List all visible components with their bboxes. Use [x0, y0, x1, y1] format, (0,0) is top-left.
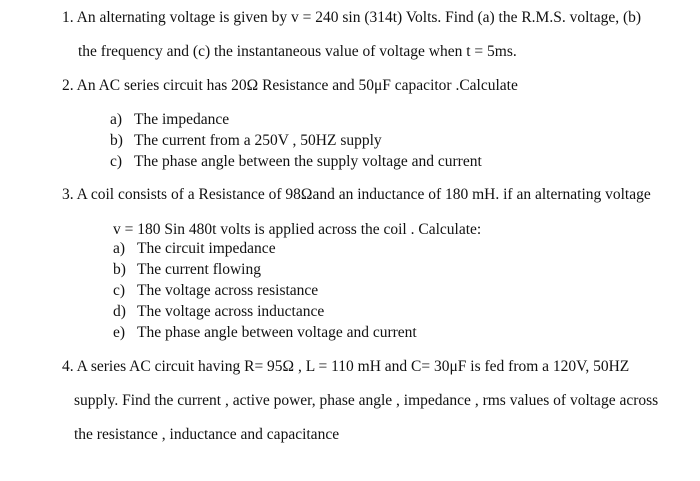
question-2-line-1: 2. An AC series circuit has 20Ω Resistance and 50μF capacitor .Calculate [62, 77, 518, 94]
item-text: The impedance [134, 111, 230, 128]
item-label: c) [113, 282, 126, 299]
question-2-item-a [110, 110, 229, 130]
question-3-item-d [113, 302, 324, 322]
question-4-line-3: the resistance , inductance and capacitance [74, 426, 340, 443]
item-label: a) [113, 240, 126, 257]
question-2-item-b [110, 131, 382, 151]
question-3-line-1: 3. A coil consists of a Resistance of 98Ωand an inductance of 180 mH. if an alternating voltage [62, 186, 651, 203]
item-text: The voltage across inductance [137, 303, 325, 320]
question-2-item-c [110, 152, 482, 172]
question-3-item-e [113, 323, 417, 343]
item-text: The phase angle between the supply voltage and current [134, 153, 482, 170]
question-4-line-2: supply. Find the current , active power, phase angle , impedance , rms values of voltage across [74, 392, 659, 409]
question-1-line-1: 1. An alternating voltage is given by v = 240 sin (314t) Volts. Find (a) the R.M.S. voltage, (b) [62, 9, 642, 26]
question-1-line-2: the frequency and (c) the instantaneous value of voltage when t = 5ms. [78, 43, 517, 60]
question-3-line-2: v = 180 Sin 480t volts is applied across the coil . Calculate: [113, 221, 482, 238]
item-text: The phase angle between voltage and current [137, 324, 417, 341]
item-label: e) [113, 324, 126, 341]
item-label: a) [110, 111, 123, 128]
item-text: The current flowing [137, 261, 261, 278]
question-4-line-1: 4. A series AC circuit having R= 95Ω , L = 110 mH and C= 30μF is fed from a 120V, 50HZ [62, 358, 630, 375]
item-text: The voltage across resistance [137, 282, 319, 299]
item-text: The circuit impedance [137, 240, 276, 257]
item-label: c) [110, 153, 123, 170]
question-3-item-c [113, 281, 318, 301]
item-text: The current from a 250V , 50HZ supply [134, 132, 382, 149]
question-3-item-a [113, 239, 276, 259]
question-3-item-b [113, 260, 261, 280]
item-label: d) [113, 303, 126, 320]
item-label: b) [113, 261, 126, 278]
item-label: b) [110, 132, 123, 149]
